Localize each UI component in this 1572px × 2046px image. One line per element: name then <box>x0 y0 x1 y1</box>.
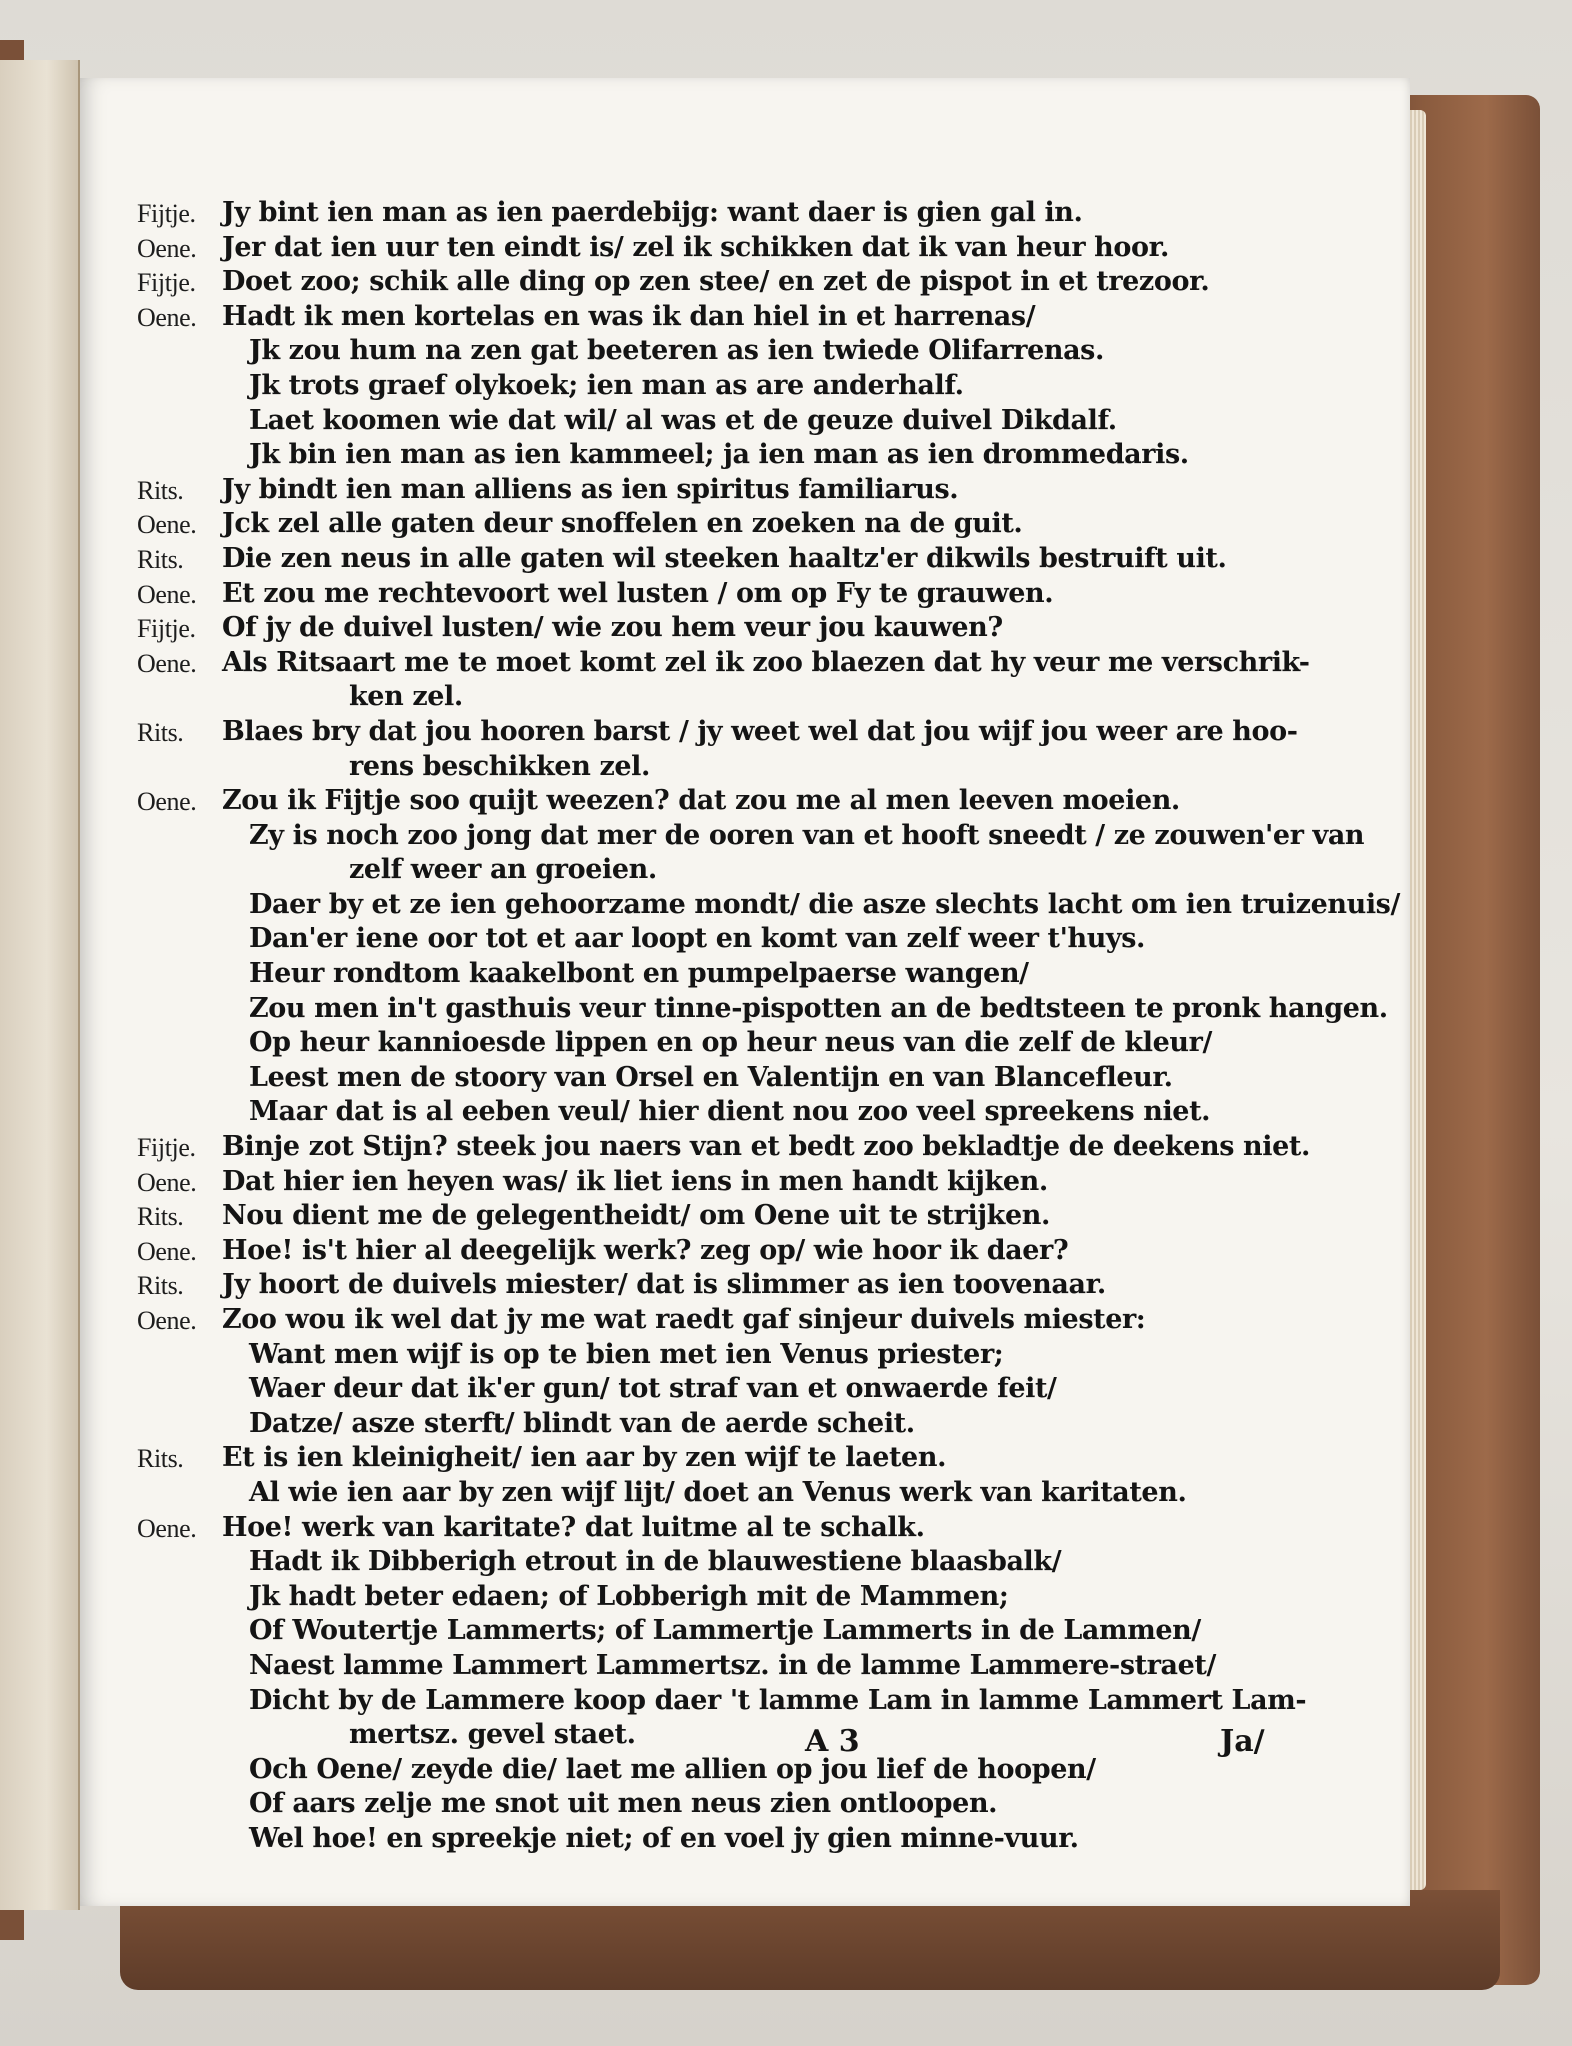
line-text: mertsz. gevel staet. <box>349 1719 636 1751</box>
line-text: Hoe! is't hier al deegelijk werk? zeg op/ wie hoor ik daer? <box>222 1234 1069 1266</box>
line-text: Jk bin ien man as ien kammeel; ja ien man as ien drommedaris. <box>249 439 1189 471</box>
line-text: Dan'er iene oor tot et aar loopt en komt van zelf weer t'huys. <box>249 923 1146 955</box>
line-text: Jk zou hum na zen gat beeteren as ien twiede Olifarrenas. <box>249 335 1104 367</box>
catchword: Ja/ <box>1220 1724 1265 1759</box>
dialogue-line <box>137 784 1367 819</box>
dialogue-line <box>137 1545 1367 1580</box>
dialogue-line <box>137 369 1367 404</box>
dialogue-line <box>137 1718 1367 1753</box>
line-text: Als Ritsaart me te moet komt zel ik zoo blaezen dat hy veur me verschrik- <box>222 646 1310 678</box>
line-text: Jk hadt beter edaen; of Lobberigh mit de Mammen; <box>249 1580 1009 1612</box>
line-text: Laet koomen wie dat wil/ al was et de geuze duivel Dikdalf. <box>249 404 1117 436</box>
line-text: Och Oene/ zeyde die/ laet me allien op jou lief de hoopen/ <box>249 1753 1096 1785</box>
dialogue-line <box>137 1061 1367 1096</box>
dialogue-line <box>137 1580 1367 1615</box>
dialogue-line <box>137 1026 1367 1061</box>
dialogue-line <box>137 1268 1367 1303</box>
dialogue-line <box>137 1199 1367 1234</box>
facing-page-edge <box>0 60 80 1910</box>
speaker-name: Fijtje. <box>137 1133 196 1163</box>
line-text: Die zen neus in alle gaten wil steeken haaltz'er dikwils bestruift uit. <box>222 542 1227 574</box>
line-text: Jy hoort de duivels miester/ dat is slimmer as ien toovenaar. <box>222 1269 1106 1301</box>
dialogue-line <box>137 265 1367 300</box>
line-text: rens beschikken zel. <box>349 750 651 782</box>
dialogue-line <box>137 231 1367 266</box>
speaker-name: Fijtje. <box>137 614 196 644</box>
dialogue-text-block <box>137 196 1400 1857</box>
line-text: Jy bint ien man as ien paerdebijg: want daer is gien gal in. <box>222 197 1083 228</box>
speaker-name: Rits. <box>137 717 184 747</box>
line-text: Naest lamme Lammert Lammertsz. in de lamme Lammere-straet/ <box>249 1649 1216 1681</box>
line-text: Of jy de duivel lusten/ wie zou hem veur jou kauwen? <box>222 612 1003 644</box>
line-text: Of Woutertje Lammerts; of Lammertje Lammerts in de Lammen/ <box>249 1615 1201 1647</box>
dialogue-line <box>137 1753 1367 1788</box>
line-text: Zy is noch zoo jong dat mer de ooren van et hooft sneedt / ze zouwen'er van <box>249 819 1365 851</box>
dialogue-line <box>137 542 1367 577</box>
dialogue-line <box>137 1441 1367 1476</box>
speaker-name: Oene. <box>137 1236 197 1266</box>
speaker-name: Oene. <box>137 787 197 817</box>
line-text: Hoe! werk van karitate? dat luitme al te schalk. <box>222 1511 925 1543</box>
dialogue-line <box>137 1165 1367 1200</box>
speaker-name: Rits. <box>137 1444 184 1474</box>
speaker-name: Oene. <box>137 1513 197 1543</box>
speaker-name: Oene. <box>137 233 197 263</box>
line-text: Zou ik Fijtje soo quijt weezen? dat zou me al men leeven moeien. <box>222 785 1180 817</box>
dialogue-line <box>137 1511 1367 1546</box>
dialogue-line <box>137 438 1367 473</box>
line-text: Dat hier ien heyen was/ ik liet iens in men handt kijken. <box>222 1165 1048 1197</box>
line-text: Jer dat ien uur ten eindt is/ zel ik schikken dat ik van heur hoor. <box>222 231 1169 263</box>
line-text: Zou men in't gasthuis veur tinne-pispotten an de bedtsteen te pronk hangen. <box>249 992 1388 1024</box>
line-text: Binje zot Stijn? steek jou naers van et bedt zoo bekladtje de deekens niet. <box>222 1131 1310 1163</box>
dialogue-line <box>137 750 1367 785</box>
dialogue-line <box>137 1614 1367 1649</box>
dialogue-line <box>137 1372 1367 1407</box>
speaker-name: Oene. <box>137 302 197 332</box>
dialogue-line <box>137 1684 1367 1719</box>
line-text: Et zou me rechtevoort wel lusten / om op Fy te grauwen. <box>222 577 1054 609</box>
speaker-name: Oene. <box>137 648 197 678</box>
speaker-name: Fijtje. <box>137 199 196 228</box>
line-text: Hadt ik Dibberigh etrout in de blauwestiene blaasbalk/ <box>249 1546 1062 1578</box>
dialogue-line <box>137 1234 1367 1269</box>
speaker-name: Rits. <box>137 1202 184 1232</box>
speaker-name: Oene. <box>137 1167 197 1197</box>
book-page <box>80 78 1410 1906</box>
line-text: Zoo wou ik wel dat jy me wat raedt gaf sinjeur duivels miester: <box>222 1304 1146 1335</box>
line-text: Maar dat is al eeben veul/ hier dient nou zoo veel spreekens niet. <box>249 1096 1211 1128</box>
dialogue-line <box>137 1476 1367 1511</box>
speaker-name: Rits. <box>137 544 184 574</box>
dialogue-line <box>137 715 1367 750</box>
line-text: ken zel. <box>349 681 463 713</box>
dialogue-line <box>137 1338 1367 1373</box>
dialogue-line <box>137 1303 1367 1338</box>
dialogue-line <box>137 1130 1367 1165</box>
line-text: Jy bindt ien man alliens as ien spiritus familiarus. <box>222 473 959 505</box>
dialogue-line <box>137 992 1388 1027</box>
line-text: Of aars zelje me snot uit men neus zien ontloopen. <box>249 1788 998 1820</box>
line-text: Doet zoo; schik alle ding op zen stee/ en zet de pispot in et trezoor. <box>222 266 1210 298</box>
line-text: Nou dient me de gelegentheidt/ om Oene uit te strijken. <box>222 1200 1050 1232</box>
dialogue-line <box>137 922 1367 957</box>
line-text: Dicht by de Lammere koop daer 't lamme Lam in lamme Lammert Lam- <box>249 1684 1307 1716</box>
line-text: Blaes bry dat jou hooren barst / jy weet wel dat jou wijf jou weer are hoo- <box>222 715 1298 747</box>
dialogue-line <box>137 300 1367 335</box>
dialogue-line <box>137 473 1367 508</box>
dialogue-line <box>137 1407 1367 1442</box>
dialogue-line <box>137 646 1367 681</box>
dialogue-line <box>137 1822 1367 1857</box>
speaker-name: Oene. <box>137 510 197 540</box>
speaker-name: Fijtje. <box>137 268 196 298</box>
dialogue-line <box>137 957 1367 992</box>
line-text: Waer deur dat ik'er gun/ tot straf van et onwaerde feit/ <box>249 1373 1057 1405</box>
signature-mark: A 3 <box>805 1724 860 1759</box>
dialogue-line <box>137 853 1367 888</box>
line-text: Heur rondtom kaakelbont en pumpelpaerse wangen/ <box>249 958 1029 990</box>
dialogue-line <box>137 888 1400 923</box>
speaker-name: Rits. <box>137 1271 184 1301</box>
dialogue-line <box>137 334 1367 369</box>
line-text: Jk trots graef olykoek; ien man as are anderhalf. <box>249 369 964 401</box>
line-text: Op heur kannioesde lippen en op heur neus van die zelf de kleur/ <box>249 1027 1212 1059</box>
dialogue-line <box>137 611 1367 646</box>
line-text: Daer by et ze ien gehoorzame mondt/ die asze slechts lacht om ien truizenuis/ <box>249 888 1400 920</box>
dialogue-line <box>137 680 1367 715</box>
dialogue-line <box>137 507 1367 542</box>
speaker-name: Oene. <box>137 1306 197 1335</box>
dialogue-line <box>137 819 1367 854</box>
dialogue-line <box>137 577 1367 612</box>
line-text: Wel hoe! en spreekje niet; of en voel jy gien minne-vuur. <box>249 1822 1079 1854</box>
line-text: Et is ien kleinigheit/ ien aar by zen wijf te laeten. <box>222 1442 947 1474</box>
dialogue-line <box>137 196 1367 231</box>
dialogue-line <box>137 404 1367 439</box>
line-text: Al wie ien aar by zen wijf lijt/ doet an Venus werk van karitaten. <box>249 1476 1187 1508</box>
speaker-name: Rits. <box>137 475 184 505</box>
speaker-name: Oene. <box>137 579 197 609</box>
dialogue-line <box>137 1787 1367 1822</box>
line-text: Datze/ asze sterft/ blindt van de aerde scheit. <box>249 1407 915 1439</box>
line-text: Leest men de stoory van Orsel en Valentijn en van Blancefleur. <box>249 1061 1173 1093</box>
line-text: Want men wijf is op te bien met ien Venus priester; <box>249 1338 1004 1370</box>
dialogue-line <box>137 1649 1367 1684</box>
line-text: Hadt ik men kortelas en was ik dan hiel in et harrenas/ <box>222 300 1036 332</box>
dialogue-line <box>137 1095 1367 1130</box>
line-text: zelf weer an groeien. <box>349 854 657 886</box>
line-text: Jck zel alle gaten deur snoffelen en zoeken na de guit. <box>222 508 1023 540</box>
